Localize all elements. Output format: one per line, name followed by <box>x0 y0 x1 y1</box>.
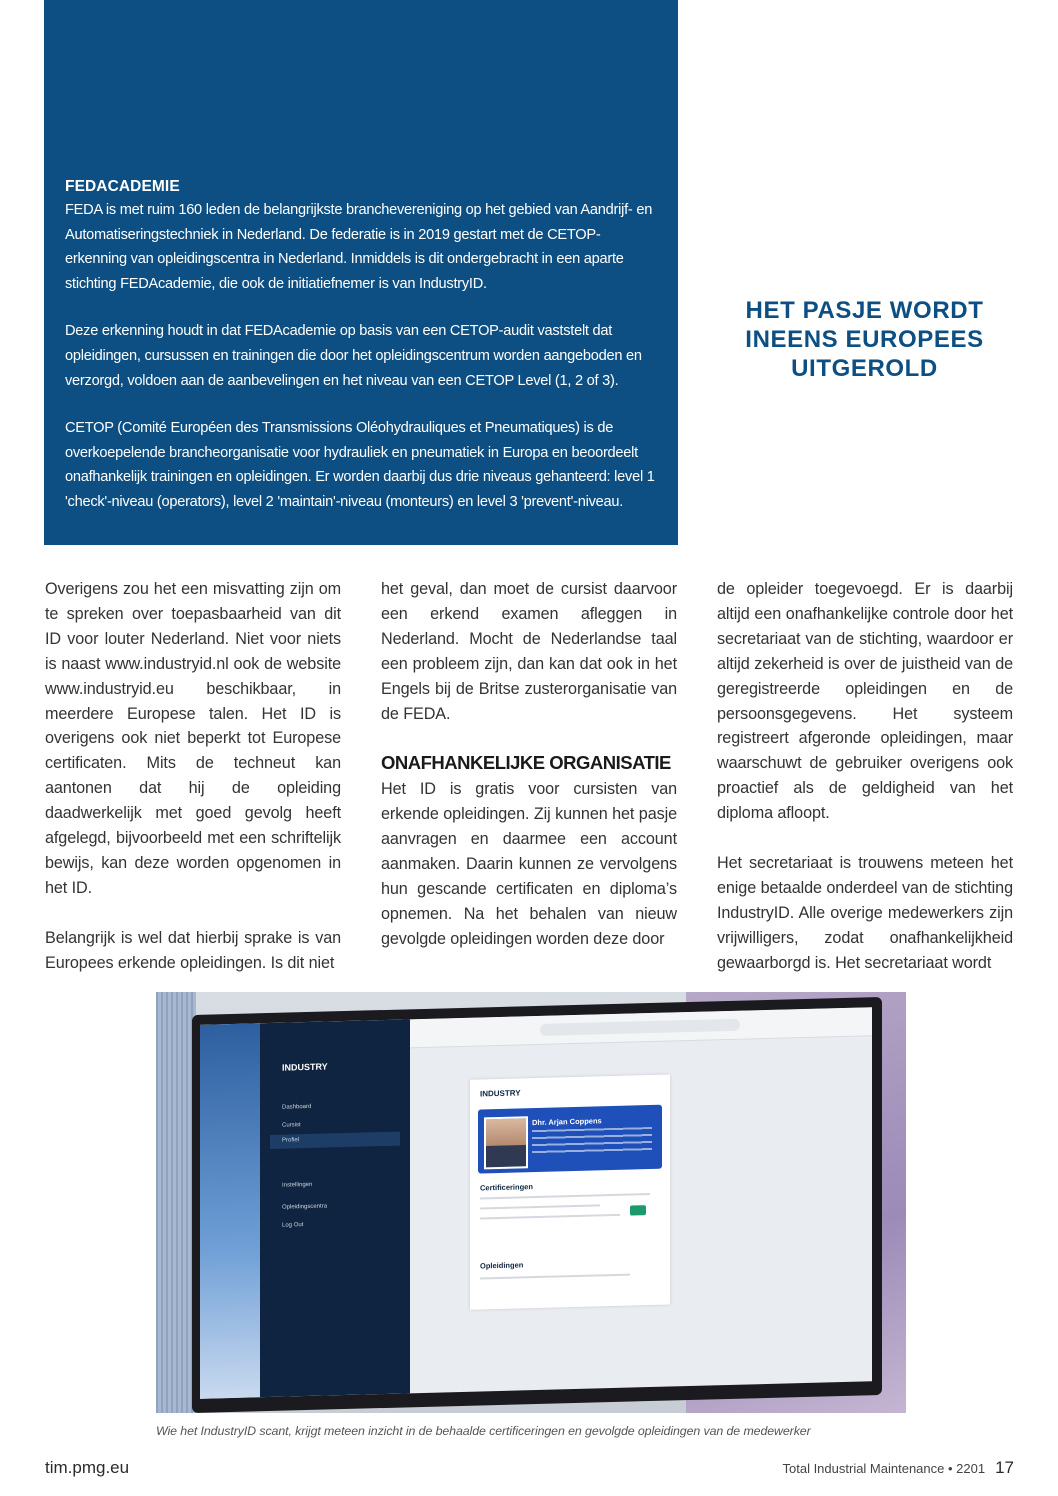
body-paragraph: Overigens zou het een misvatting zijn om te spreken over toepasbaarheid van dit ID voor louter Nederland. Niet voor niets is naast www.industryid.nl ook de website www.industryid.eu beschikbaar, in meerdere Europese talen. Het ID is overigens ook niet beperkt tot Europese certificaten. Mits de techneut kan aantonen dat hij de opleiding daadwerkelijk met goed gevolg heeft afgelegd, bijvoorbeeld met een schriftelijk bewijs, kan deze worden opgenomen in het ID. <box>45 580 341 897</box>
screen-menu-item: Profiel <box>282 1137 300 1144</box>
card-cert-heading: Certificeringen <box>480 1182 533 1193</box>
body-paragraph: Het ID is gratis voor cursisten van erkende opleidingen. Zij kunnen het pasje aanvragen en daarmee een account aanmaken. Daarin kunnen ze vervolgens hun gescande certificaten en diploma’s opnemen. Na het behalen van nieuw gevolgde opleidingen worden deze door <box>381 780 677 948</box>
screen-menu-item: Cursist <box>282 1122 301 1129</box>
profile-photo <box>484 1116 528 1169</box>
card-brand: INDUSTRY <box>480 1088 521 1099</box>
card-divider <box>480 1193 650 1199</box>
card-status-badge <box>630 1205 646 1215</box>
screen-menu-item: Opleidingscentra <box>282 1203 328 1211</box>
article-photo <box>156 992 906 1413</box>
pull-quote: HET PASJE WORDT INEENS EUROPEES UITGEROLD <box>745 297 984 382</box>
footer-magazine: Total Industrial Maintenance • 2201 <box>782 1461 986 1476</box>
section-heading: ONAFHANKELIJKE ORGANISATIE <box>381 752 671 774</box>
sidebar-paragraph: CETOP (Comité Européen des Transmissions Oléohydrauliques et Pneumatiques) is de overkoepelende brancheorganisatie voor hydrauliek en pneumatiek in Europa en beoordeelt onafhankelijk trainingen en opleidingen. Er worden daarbij dus drie niveaus gehanteerd: level 1 'check'-niveau (operators), level 2 'maintain'-niveau (monteurs) en level 3 'prevent'-niveau. <box>65 420 655 510</box>
card-line <box>480 1214 620 1220</box>
fabric-background <box>156 992 196 1413</box>
screen-profile-card <box>470 1075 670 1310</box>
screen-url-field <box>540 1019 740 1036</box>
screen-menu-item: Log Out <box>282 1222 304 1229</box>
card-line <box>480 1204 600 1209</box>
card-name: Dhr. Arjan Coppens <box>532 1116 602 1128</box>
screen-sidebar <box>260 1019 410 1397</box>
id-card <box>478 1105 662 1174</box>
footer-info <box>783 1458 1015 1478</box>
body-paragraph: Het secretariaat is trouwens meteen het enige betaalde onderdeel van de stichting IndustryID. Alle overige medewerkers zijn vrijwilligers, zodat onafhankelijkheid gewaarborgd is. Het secretariaat wordt <box>717 853 1013 972</box>
card-details <box>532 1127 652 1156</box>
footer-site: tim.pmg.eu <box>45 1458 130 1477</box>
screen-menu-item: Dashboard <box>282 1103 312 1111</box>
body-paragraph: het geval, dan moet de cursist daarvoor een erkend examen afleggen in Nederland. Mocht de Nederlandse taal een probleem zijn, dan kan dat ook in het Engels bij de Britse zusterorganisatie van de FEDA. <box>381 580 677 723</box>
body-paragraph: Belangrijk is wel dat hierbij sprake is van Europees erkende opleidingen. Is dit niet <box>45 928 341 972</box>
fedacademie-sidebar-box <box>44 0 678 545</box>
sidebar-title: FEDACADEMIE <box>65 178 180 195</box>
page-number: 17 <box>995 1458 1014 1477</box>
screen-browser-bar <box>410 1007 872 1048</box>
photo-caption: Wie het IndustryID scant, krijgt meteen inzicht in de behaalde certificeringen en gevolgde opleidingen van de medewerker <box>156 1424 811 1438</box>
article-column-1 <box>45 577 341 1000</box>
sidebar-paragraph: FEDA is met ruim 160 leden de belangrijkste branchevereniging op het gebied van Aandrijf- en Automatiseringstechniek in Nederland. De federatie is in 2019 gestart met de CETOP-erkenning van opleidingscentra in Nederland. Inmiddels is dit ondergebracht in een aparte stichting FEDAcademie, die ook de initiatiefnemer is van IndustryID. <box>65 202 653 292</box>
screen-logo: INDUSTRY <box>282 1061 328 1073</box>
tv-screen <box>200 1007 872 1399</box>
article-column-3 <box>717 577 1013 1000</box>
sidebar-paragraph: Deze erkenning houdt in dat FEDAcademie op basis van een CETOP-audit vaststelt dat opleidingen, cursussen en trainingen die door het opleidingscentrum worden aangeboden en verzorgd, voldoen aan de aanbevelingen en het niveau van een CETOP Level (1, 2 of 3). <box>65 323 642 389</box>
article-column-2 <box>381 577 677 977</box>
body-paragraph: de opleider toegevoegd. Er is daarbij altijd een onafhankelijke controle door het secretariaat van de stichting, waardoor er altijd zekerheid is over de juistheid van de geregistreerde opleidingen en de persoonsgegevens. Het systeem registreert afgeronde opleidingen, maar waarschuwt de gebruiker overigens ook proactief als de geldigheid van het diploma afloopt. <box>717 580 1013 823</box>
screen-menu-item: Instellingen <box>282 1181 313 1189</box>
screen-wallpaper <box>200 1023 260 1399</box>
tv-monitor <box>192 997 882 1413</box>
card-line <box>480 1274 630 1280</box>
card-opl-heading: Opleidingen <box>480 1260 524 1271</box>
